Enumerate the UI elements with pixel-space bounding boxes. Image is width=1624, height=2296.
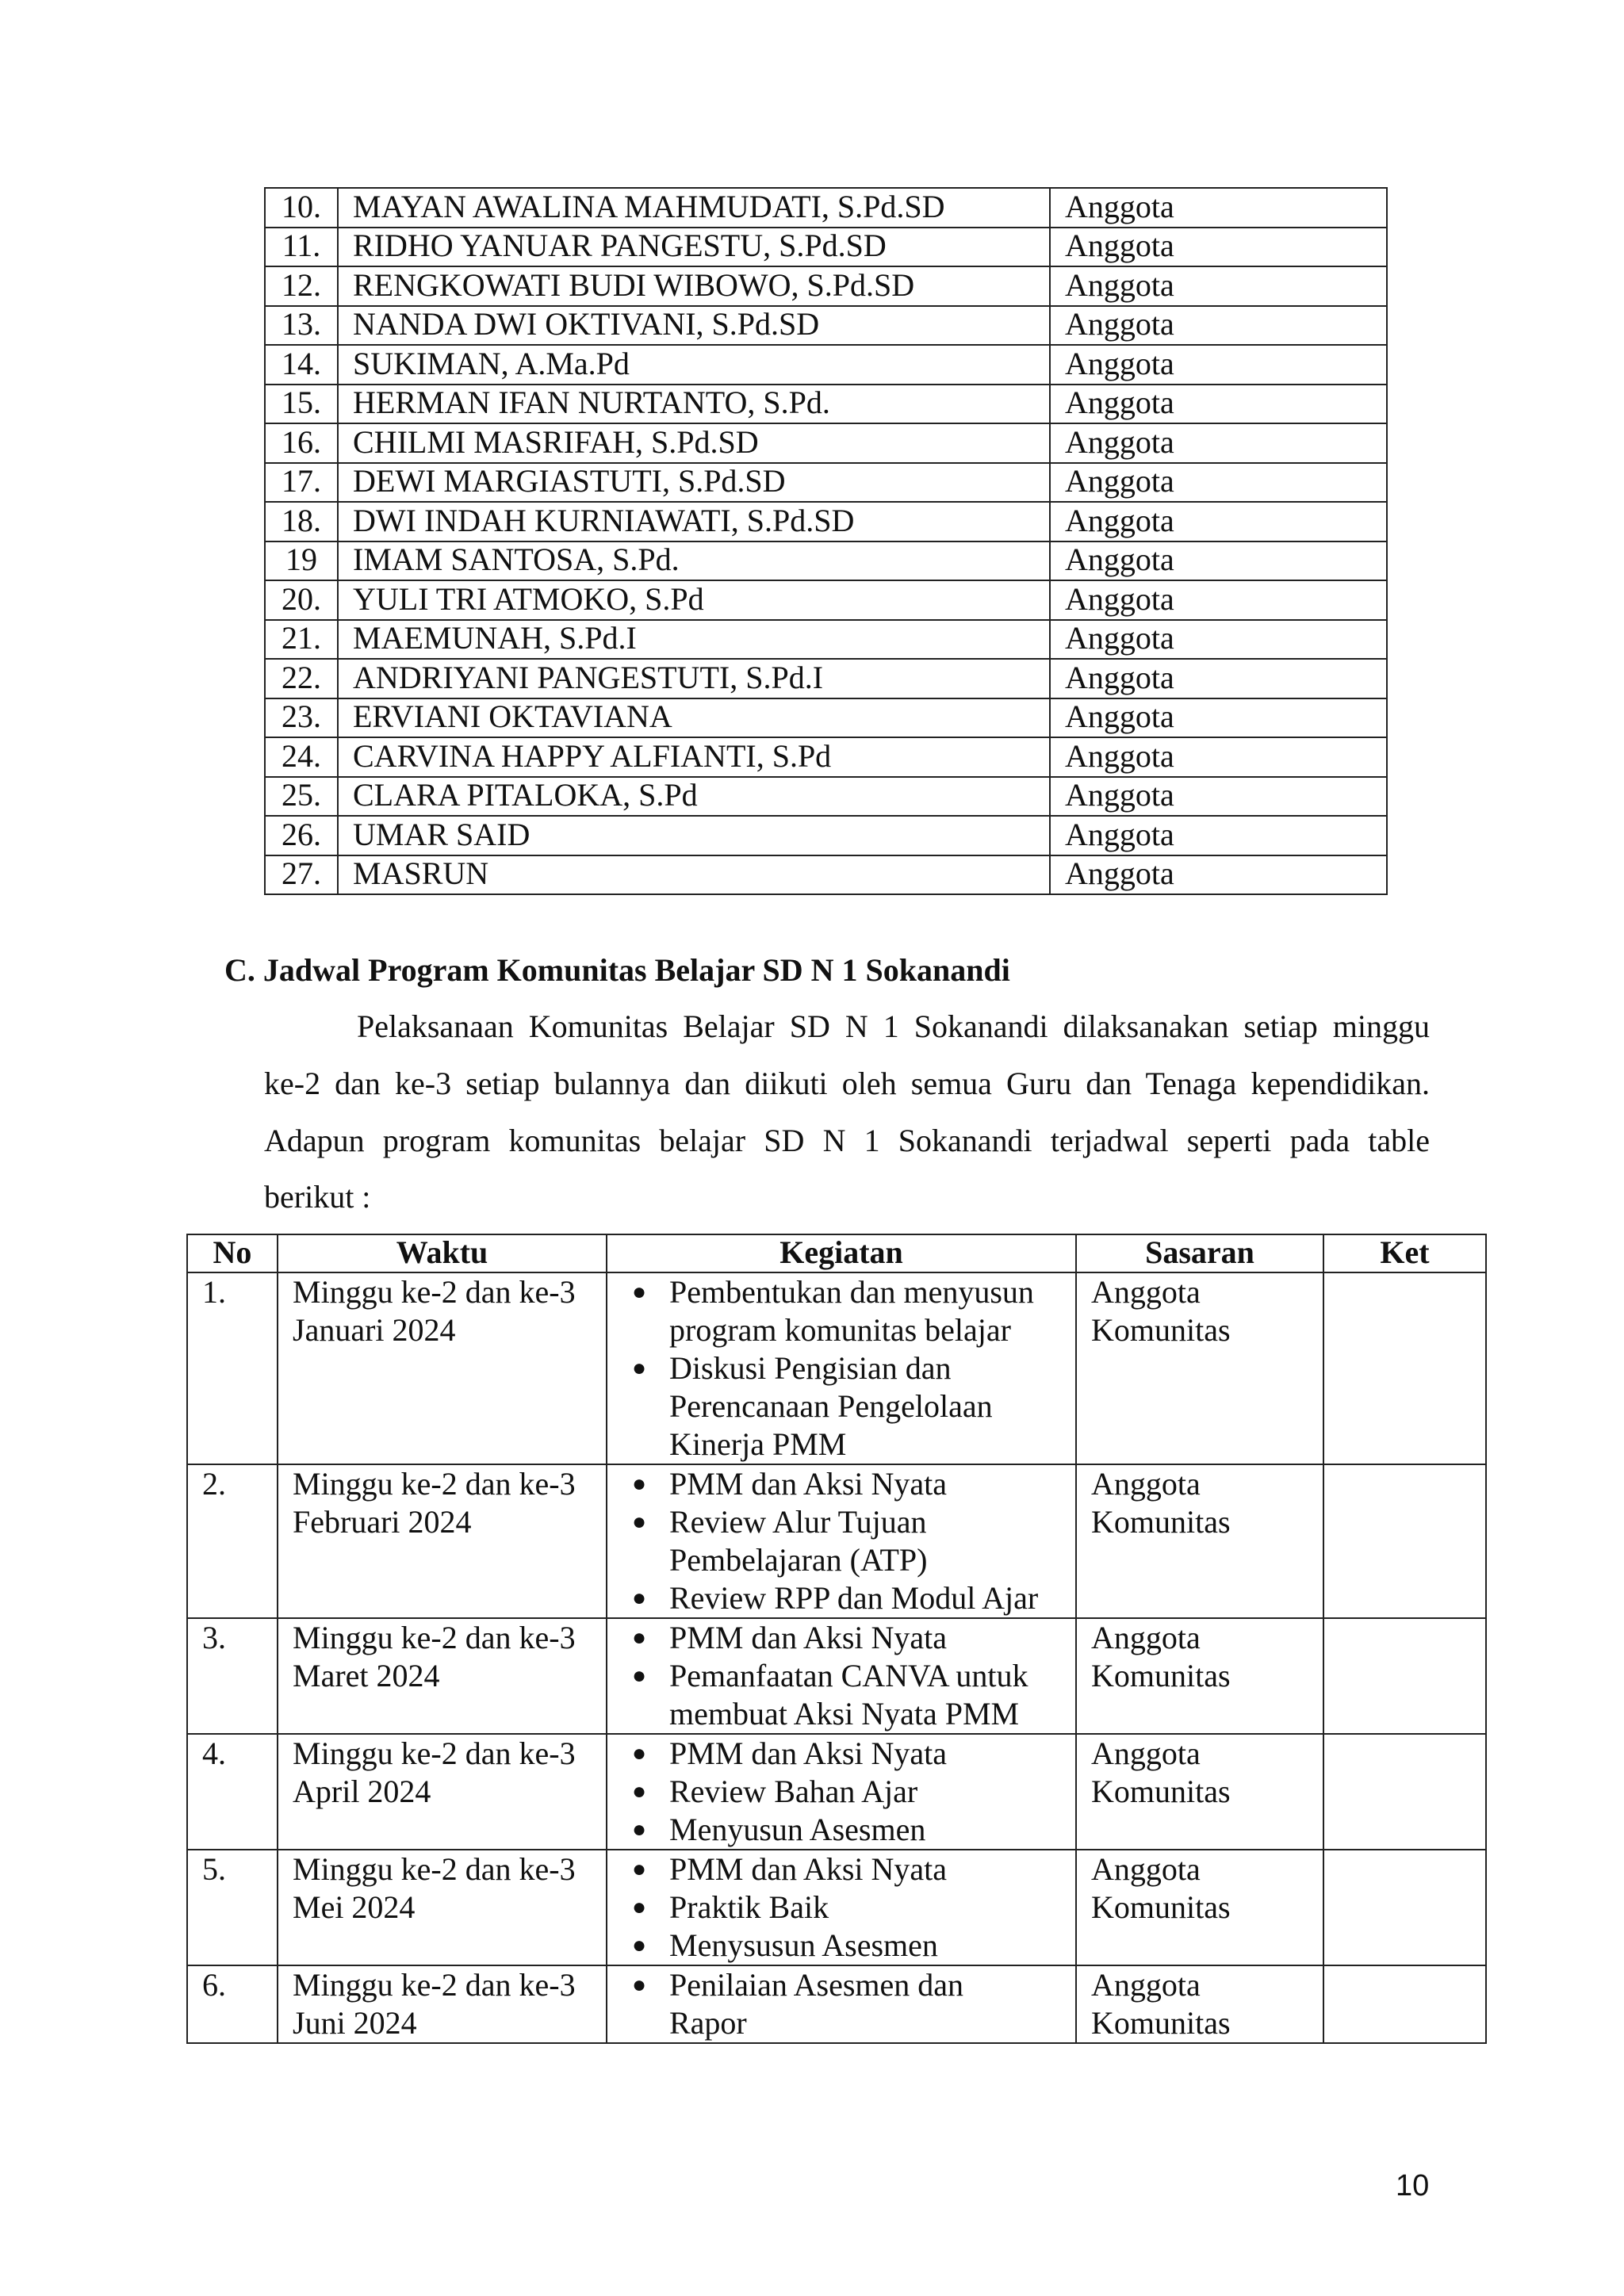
activity-line: PMM dan Aksi Nyata <box>669 1735 947 1771</box>
member-name: CARVINA HAPPY ALFIANTI, S.Pd <box>338 737 1050 777</box>
schedule-activities <box>607 1464 1076 1618</box>
schedule-time-line: Minggu ke-2 dan ke-3 <box>293 1851 576 1887</box>
member-number: 20. <box>265 580 338 620</box>
activity-item <box>607 1850 1072 1888</box>
schedule-target-line: Anggota <box>1091 1735 1201 1771</box>
activity-item <box>607 1503 1072 1579</box>
schedule-time <box>278 1464 607 1618</box>
activity-line: Menyusun Asesmen <box>669 1812 926 1847</box>
schedule-activities <box>607 1850 1076 1965</box>
schedule-time-line: Juni 2024 <box>293 2005 417 2041</box>
member-role: Anggota <box>1050 385 1387 424</box>
activity-item <box>607 1657 1072 1733</box>
schedule-target-line: Komunitas <box>1091 1774 1231 1809</box>
member-number: 15. <box>265 385 338 424</box>
member-row <box>265 737 1387 777</box>
activity-line: Review Bahan Ajar <box>669 1774 918 1809</box>
bullet-icon: ● <box>631 1279 647 1305</box>
activity-item <box>607 1773 1072 1811</box>
schedule-target-line: Anggota <box>1091 1466 1201 1502</box>
activity-item <box>607 1465 1072 1503</box>
schedule-activities <box>607 1272 1076 1464</box>
member-number: 24. <box>265 737 338 777</box>
member-role: Anggota <box>1050 306 1387 346</box>
activity-item <box>607 1619 1072 1657</box>
member-name: MASRUN <box>338 855 1050 895</box>
activity-line: Rapor <box>669 2005 747 2041</box>
member-role: Anggota <box>1050 816 1387 855</box>
activity-line: Pembentukan dan menyusun <box>669 1274 1034 1310</box>
activity-item <box>607 1927 1072 1965</box>
header-kegiatan: Kegiatan <box>607 1234 1076 1272</box>
schedule-row <box>187 1618 1486 1734</box>
schedule-target <box>1076 1734 1323 1850</box>
schedule-note <box>1323 1464 1486 1618</box>
schedule-number: 4. <box>187 1734 278 1850</box>
activity-line: PMM dan Aksi Nyata <box>669 1620 947 1655</box>
member-name: HERMAN IFAN NURTANTO, S.Pd. <box>338 385 1050 424</box>
schedule-time <box>278 1272 607 1464</box>
member-row <box>265 855 1387 895</box>
bullet-icon: ● <box>631 1355 647 1381</box>
schedule-number: 1. <box>187 1272 278 1464</box>
schedule-time-line: Februari 2024 <box>293 1504 472 1540</box>
member-name: YULI TRI ATMOKO, S.Pd <box>338 580 1050 620</box>
schedule-time-line: Minggu ke-2 dan ke-3 <box>293 1274 576 1310</box>
header-no: No <box>187 1234 278 1272</box>
member-name: RENGKOWATI BUDI WIBOWO, S.Pd.SD <box>338 266 1050 306</box>
member-number: 13. <box>265 306 338 346</box>
member-table-body <box>265 188 1387 894</box>
activity-line: PMM dan Aksi Nyata <box>669 1851 947 1887</box>
bullet-icon: ● <box>631 1972 647 1998</box>
schedule-target-line: Komunitas <box>1091 1658 1231 1693</box>
member-name: CHILMI MASRIFAH, S.Pd.SD <box>338 423 1050 463</box>
schedule-time-line: Minggu ke-2 dan ke-3 <box>293 1967 576 2003</box>
member-row <box>265 266 1387 306</box>
schedule-target <box>1076 1965 1323 2043</box>
member-row <box>265 463 1387 503</box>
member-number: 18. <box>265 502 338 541</box>
member-name: RIDHO YANUAR PANGESTU, S.Pd.SD <box>338 228 1050 267</box>
activity-list <box>607 1619 1075 1733</box>
member-role: Anggota <box>1050 541 1387 581</box>
member-number: 21. <box>265 620 338 660</box>
bullet-icon: ● <box>631 1471 647 1497</box>
paragraph-line: berikut : <box>264 1179 371 1215</box>
activity-list <box>607 1966 1075 2042</box>
member-number: 14. <box>265 345 338 385</box>
schedule-activities <box>607 1734 1076 1850</box>
activity-line: Penilaian Asesmen dan <box>669 1967 964 2003</box>
activity-line: Pemanfaatan CANVA untuk <box>669 1658 1028 1693</box>
schedule-activities <box>607 1618 1076 1734</box>
member-role: Anggota <box>1050 188 1387 228</box>
activity-line: Pembelajaran (ATP) <box>669 1542 928 1578</box>
activity-item <box>607 1273 1072 1349</box>
member-role: Anggota <box>1050 463 1387 503</box>
member-role: Anggota <box>1050 777 1387 817</box>
member-name: CLARA PITALOKA, S.Pd <box>338 777 1050 817</box>
schedule-target <box>1076 1464 1323 1618</box>
member-row <box>265 816 1387 855</box>
member-number: 25. <box>265 777 338 817</box>
schedule-time <box>278 1965 607 2043</box>
schedule-time-line: Mei 2024 <box>293 1889 416 1925</box>
member-number: 23. <box>265 698 338 738</box>
activity-list <box>607 1850 1075 1965</box>
header-sasaran: Sasaran <box>1076 1234 1323 1272</box>
activity-line: PMM dan Aksi Nyata <box>669 1466 947 1502</box>
member-number: 12. <box>265 266 338 306</box>
activity-line: Perencanaan Pengelolaan <box>669 1388 993 1424</box>
schedule-time-line: Minggu ke-2 dan ke-3 <box>293 1735 576 1771</box>
schedule-header-row <box>187 1234 1486 1272</box>
activity-item <box>607 1811 1072 1849</box>
bullet-icon: ● <box>631 1816 647 1843</box>
section-heading: C. Jadwal Program Komunitas Belajar SD N 1 Sokanandi <box>224 952 1010 988</box>
activity-list <box>607 1735 1075 1849</box>
schedule-note <box>1323 1850 1486 1965</box>
activity-line: Diskusi Pengisian dan <box>669 1350 952 1386</box>
activity-line: Menysusun Asesmen <box>669 1927 938 1963</box>
member-role: Anggota <box>1050 698 1387 738</box>
schedule-row <box>187 1734 1486 1850</box>
member-name: ANDRIYANI PANGESTUTI, S.Pd.I <box>338 659 1050 698</box>
member-name: UMAR SAID <box>338 816 1050 855</box>
schedule-target-line: Komunitas <box>1091 1312 1231 1348</box>
bullet-icon: ● <box>631 1894 647 1920</box>
schedule-time-line: Minggu ke-2 dan ke-3 <box>293 1620 576 1655</box>
schedule-target-line: Anggota <box>1091 1851 1201 1887</box>
activity-item <box>607 1888 1072 1927</box>
schedule-note <box>1323 1734 1486 1850</box>
member-name: ERVIANI OKTAVIANA <box>338 698 1050 738</box>
member-row <box>265 423 1387 463</box>
member-name: DWI INDAH KURNIAWATI, S.Pd.SD <box>338 502 1050 541</box>
member-role: Anggota <box>1050 266 1387 306</box>
schedule-activities <box>607 1965 1076 2043</box>
member-number: 17. <box>265 463 338 503</box>
member-row <box>265 306 1387 346</box>
member-role: Anggota <box>1050 620 1387 660</box>
schedule-time-line: Minggu ke-2 dan ke-3 <box>293 1466 576 1502</box>
schedule-time-line: Maret 2024 <box>293 1658 440 1693</box>
activity-item <box>607 1349 1072 1464</box>
bullet-icon: ● <box>631 1585 647 1611</box>
member-row <box>265 188 1387 228</box>
member-number: 16. <box>265 423 338 463</box>
page-number: 10 <box>1396 2169 1430 2202</box>
member-number: 22. <box>265 659 338 698</box>
member-row <box>265 502 1387 541</box>
member-row <box>265 698 1387 738</box>
schedule-target <box>1076 1850 1323 1965</box>
schedule-target <box>1076 1272 1323 1464</box>
schedule-note <box>1323 1618 1486 1734</box>
schedule-target-line: Anggota <box>1091 1620 1201 1655</box>
activity-item <box>607 1966 1072 2042</box>
bullet-icon: ● <box>631 1740 647 1766</box>
member-row <box>265 580 1387 620</box>
member-name: IMAM SANTOSA, S.Pd. <box>338 541 1050 581</box>
member-number: 26. <box>265 816 338 855</box>
member-row <box>265 385 1387 424</box>
schedule-target-line: Komunitas <box>1091 1889 1231 1925</box>
schedule-note <box>1323 1965 1486 2043</box>
paragraph-line: Pelaksanaan Komunitas Belajar SD N 1 Sokanandi dilaksanakan setiap minggu <box>357 1008 1430 1044</box>
header-waktu: Waktu <box>278 1234 607 1272</box>
member-row <box>265 659 1387 698</box>
member-role: Anggota <box>1050 659 1387 698</box>
schedule-number: 6. <box>187 1965 278 2043</box>
schedule-number: 2. <box>187 1464 278 1618</box>
schedule-number: 5. <box>187 1850 278 1965</box>
member-name: MAYAN AWALINA MAHMUDATI, S.Pd.SD <box>338 188 1050 228</box>
schedule-row <box>187 1850 1486 1965</box>
member-role: Anggota <box>1050 502 1387 541</box>
bullet-icon: ● <box>631 1624 647 1651</box>
bullet-icon: ● <box>631 1856 647 1882</box>
member-number: 10. <box>265 188 338 228</box>
schedule-time-line: Januari 2024 <box>293 1312 456 1348</box>
activity-item <box>607 1735 1072 1773</box>
member-row <box>265 345 1387 385</box>
member-role: Anggota <box>1050 737 1387 777</box>
member-role: Anggota <box>1050 855 1387 895</box>
bullet-icon: ● <box>631 1509 647 1535</box>
schedule-target-line: Anggota <box>1091 1967 1201 2003</box>
bullet-icon: ● <box>631 1932 647 1958</box>
schedule-target-line: Komunitas <box>1091 1504 1231 1540</box>
activity-list <box>607 1273 1075 1464</box>
schedule-time <box>278 1734 607 1850</box>
schedule-target-line: Anggota <box>1091 1274 1201 1310</box>
bullet-icon: ● <box>631 1778 647 1804</box>
member-row <box>265 777 1387 817</box>
member-row <box>265 228 1387 267</box>
member-role: Anggota <box>1050 580 1387 620</box>
activity-line: Kinerja PMM <box>669 1426 847 1462</box>
schedule-time <box>278 1618 607 1734</box>
member-role: Anggota <box>1050 423 1387 463</box>
member-name: NANDA DWI OKTIVANI, S.Pd.SD <box>338 306 1050 346</box>
activity-item <box>607 1579 1072 1617</box>
member-name: DEWI MARGIASTUTI, S.Pd.SD <box>338 463 1050 503</box>
member-number: 27. <box>265 855 338 895</box>
activity-line: Praktik Baik <box>669 1889 829 1925</box>
schedule-time-line: April 2024 <box>293 1774 431 1809</box>
activity-list <box>607 1465 1075 1617</box>
schedule-table <box>186 1234 1487 2044</box>
schedule-row <box>187 1965 1486 2043</box>
header-ket: Ket <box>1323 1234 1486 1272</box>
schedule-note <box>1323 1272 1486 1464</box>
schedule-target-line: Komunitas <box>1091 2005 1231 2041</box>
member-number: 11. <box>265 228 338 267</box>
member-name: MAEMUNAH, S.Pd.I <box>338 620 1050 660</box>
member-number: 19 <box>265 541 338 581</box>
schedule-target <box>1076 1618 1323 1734</box>
bullet-icon: ● <box>631 1663 647 1689</box>
member-name: SUKIMAN, A.Ma.Pd <box>338 345 1050 385</box>
paragraph-line: ke-2 dan ke-3 setiap bulannya dan diikuti oleh semua Guru dan Tenaga kependidikan. <box>264 1066 1430 1101</box>
member-row <box>265 541 1387 581</box>
member-role: Anggota <box>1050 228 1387 267</box>
activity-line: Review RPP dan Modul Ajar <box>669 1580 1039 1616</box>
schedule-table-body <box>187 1272 1486 2043</box>
schedule-number: 3. <box>187 1618 278 1734</box>
schedule-row <box>187 1464 1486 1618</box>
member-table <box>264 187 1388 895</box>
paragraph-line: Adapun program komunitas belajar SD N 1 Sokanandi terjadwal seperti pada table <box>264 1123 1430 1158</box>
activity-line: Review Alur Tujuan <box>669 1504 927 1540</box>
member-row <box>265 620 1387 660</box>
schedule-time <box>278 1850 607 1965</box>
activity-line: program komunitas belajar <box>669 1312 1011 1348</box>
schedule-row <box>187 1272 1486 1464</box>
member-role: Anggota <box>1050 345 1387 385</box>
activity-line: membuat Aksi Nyata PMM <box>669 1696 1020 1732</box>
